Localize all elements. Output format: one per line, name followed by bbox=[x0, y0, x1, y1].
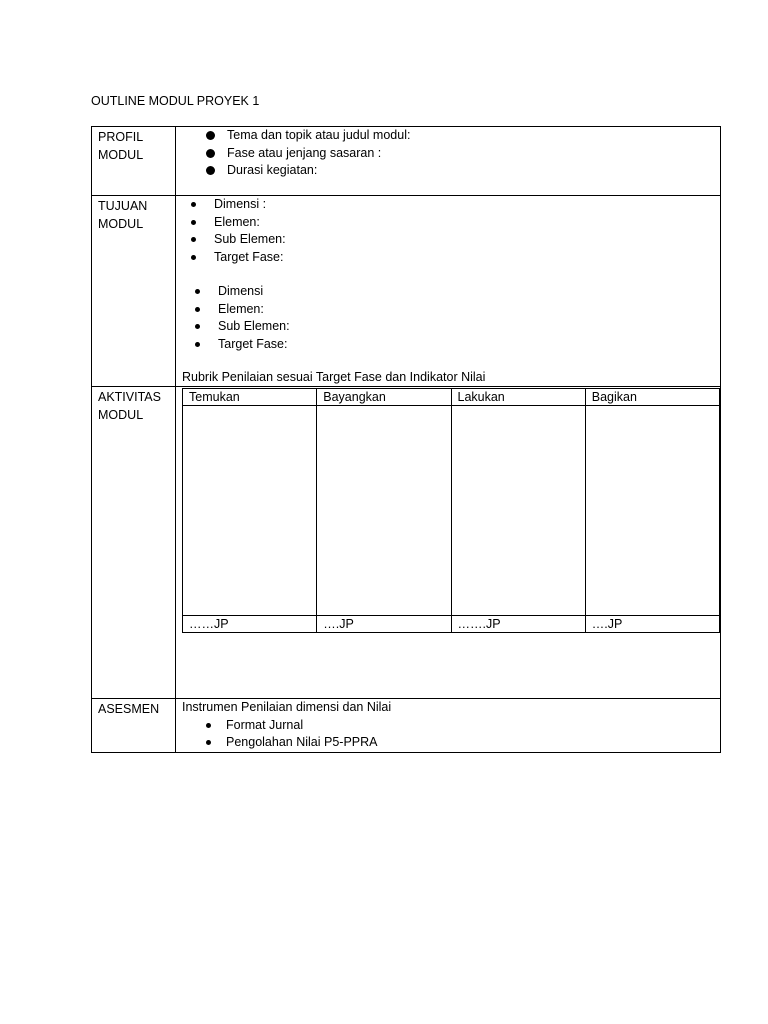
list-item bbox=[176, 127, 720, 145]
profil-label-line2: MODUL bbox=[98, 148, 144, 162]
table-row bbox=[183, 389, 720, 406]
header-temukan: Temukan bbox=[183, 389, 317, 406]
list-item bbox=[182, 734, 720, 752]
tujuan-list-1 bbox=[176, 196, 720, 266]
bullet-icon bbox=[191, 202, 196, 207]
tujuan-item-elemen: Elemen: bbox=[214, 214, 260, 229]
outline-table bbox=[91, 126, 721, 753]
profil-item-durasi: Durasi kegiatan: bbox=[227, 163, 318, 177]
aktivitas-label bbox=[92, 387, 176, 699]
asesmen-label-text: ASESMEN bbox=[98, 702, 160, 716]
jp-bayangkan: ….JP bbox=[317, 616, 451, 633]
rubrik-text: Rubrik Penilaian sesuai Target Fase dan Indikator Nilai bbox=[182, 370, 486, 384]
tujuan-label-line2: MODUL bbox=[98, 217, 144, 231]
document-title: OUTLINE MODUL PROYEK 1 bbox=[91, 94, 260, 108]
header-lakukan: Lakukan bbox=[451, 389, 585, 406]
bullet-icon bbox=[206, 149, 215, 158]
asesmen-item-format-jurnal: Format Jurnal bbox=[226, 717, 304, 732]
tujuan-content bbox=[176, 196, 721, 387]
list-item bbox=[176, 145, 720, 163]
aktivitas-content bbox=[176, 387, 721, 699]
list-item bbox=[176, 301, 720, 319]
aktivitas-label-line1: AKTIVITAS bbox=[98, 390, 161, 404]
bullet-icon bbox=[191, 255, 196, 260]
asesmen-row bbox=[92, 699, 721, 753]
bullet-icon bbox=[191, 220, 196, 225]
bullet-icon bbox=[206, 723, 211, 728]
bullet-icon bbox=[191, 237, 196, 242]
tujuan-label bbox=[92, 196, 176, 387]
tujuan-label-line1: TUJUAN bbox=[98, 199, 148, 213]
asesmen-instrument: Instrumen Penilaian dimensi dan Nilai bbox=[182, 700, 392, 714]
list-item bbox=[176, 318, 720, 336]
bullet-icon bbox=[195, 307, 200, 312]
cell-temukan[interactable] bbox=[183, 406, 317, 616]
cell-bagikan[interactable] bbox=[585, 406, 719, 616]
profil-list bbox=[176, 127, 720, 195]
profil-label bbox=[92, 127, 176, 196]
asesmen-content bbox=[176, 699, 721, 753]
bullet-icon bbox=[206, 166, 215, 175]
jp-bagikan: ….JP bbox=[585, 616, 719, 633]
tujuan-row bbox=[92, 196, 721, 387]
tujuan-list-2 bbox=[176, 283, 720, 353]
profil-item-tema: Tema dan topik atau judul modul: bbox=[227, 128, 411, 142]
jp-temukan: ……JP bbox=[183, 616, 317, 633]
list-item bbox=[176, 162, 720, 180]
aktivitas-table bbox=[182, 388, 720, 633]
profil-row bbox=[92, 127, 721, 196]
tujuan-item-sub-elemen: Sub Elemen: bbox=[214, 232, 286, 246]
table-row bbox=[183, 616, 720, 633]
list-item bbox=[176, 196, 720, 214]
bullet-icon bbox=[206, 131, 215, 140]
tujuan-item-sub-elemen: Sub Elemen: bbox=[218, 319, 290, 333]
profil-content bbox=[176, 127, 721, 196]
cell-lakukan[interactable] bbox=[451, 406, 585, 616]
header-bagikan: Bagikan bbox=[585, 389, 719, 406]
list-item bbox=[176, 231, 720, 249]
list-item bbox=[176, 214, 720, 232]
bullet-icon bbox=[206, 740, 211, 745]
asesmen-item-pengolahan-nilai: Pengolahan Nilai P5-PPRA bbox=[226, 735, 378, 749]
list-item bbox=[176, 249, 720, 267]
tujuan-item-target-fase: Target Fase: bbox=[214, 249, 284, 264]
list-item bbox=[176, 336, 720, 354]
bullet-icon bbox=[195, 342, 200, 347]
tujuan-item-target-fase: Target Fase: bbox=[218, 336, 288, 351]
jp-lakukan: …….JP bbox=[451, 616, 585, 633]
list-item bbox=[182, 717, 720, 735]
table-row bbox=[183, 406, 720, 616]
header-bayangkan: Bayangkan bbox=[317, 389, 451, 406]
asesmen-list bbox=[182, 717, 720, 752]
aktivitas-label-line2: MODUL bbox=[98, 408, 144, 422]
bullet-icon bbox=[195, 289, 200, 294]
cell-bayangkan[interactable] bbox=[317, 406, 451, 616]
tujuan-item-elemen: Elemen: bbox=[218, 301, 264, 316]
bullet-icon bbox=[195, 324, 200, 329]
profil-item-fase: Fase atau jenjang sasaran : bbox=[227, 145, 382, 160]
list-item bbox=[176, 283, 720, 301]
aktivitas-row bbox=[92, 387, 721, 699]
tujuan-item-dimensi: Dimensi : bbox=[214, 197, 267, 211]
tujuan-item-dimensi: Dimensi bbox=[218, 284, 264, 298]
profil-label-line1: PROFIL bbox=[98, 130, 144, 144]
asesmen-label bbox=[92, 699, 176, 753]
